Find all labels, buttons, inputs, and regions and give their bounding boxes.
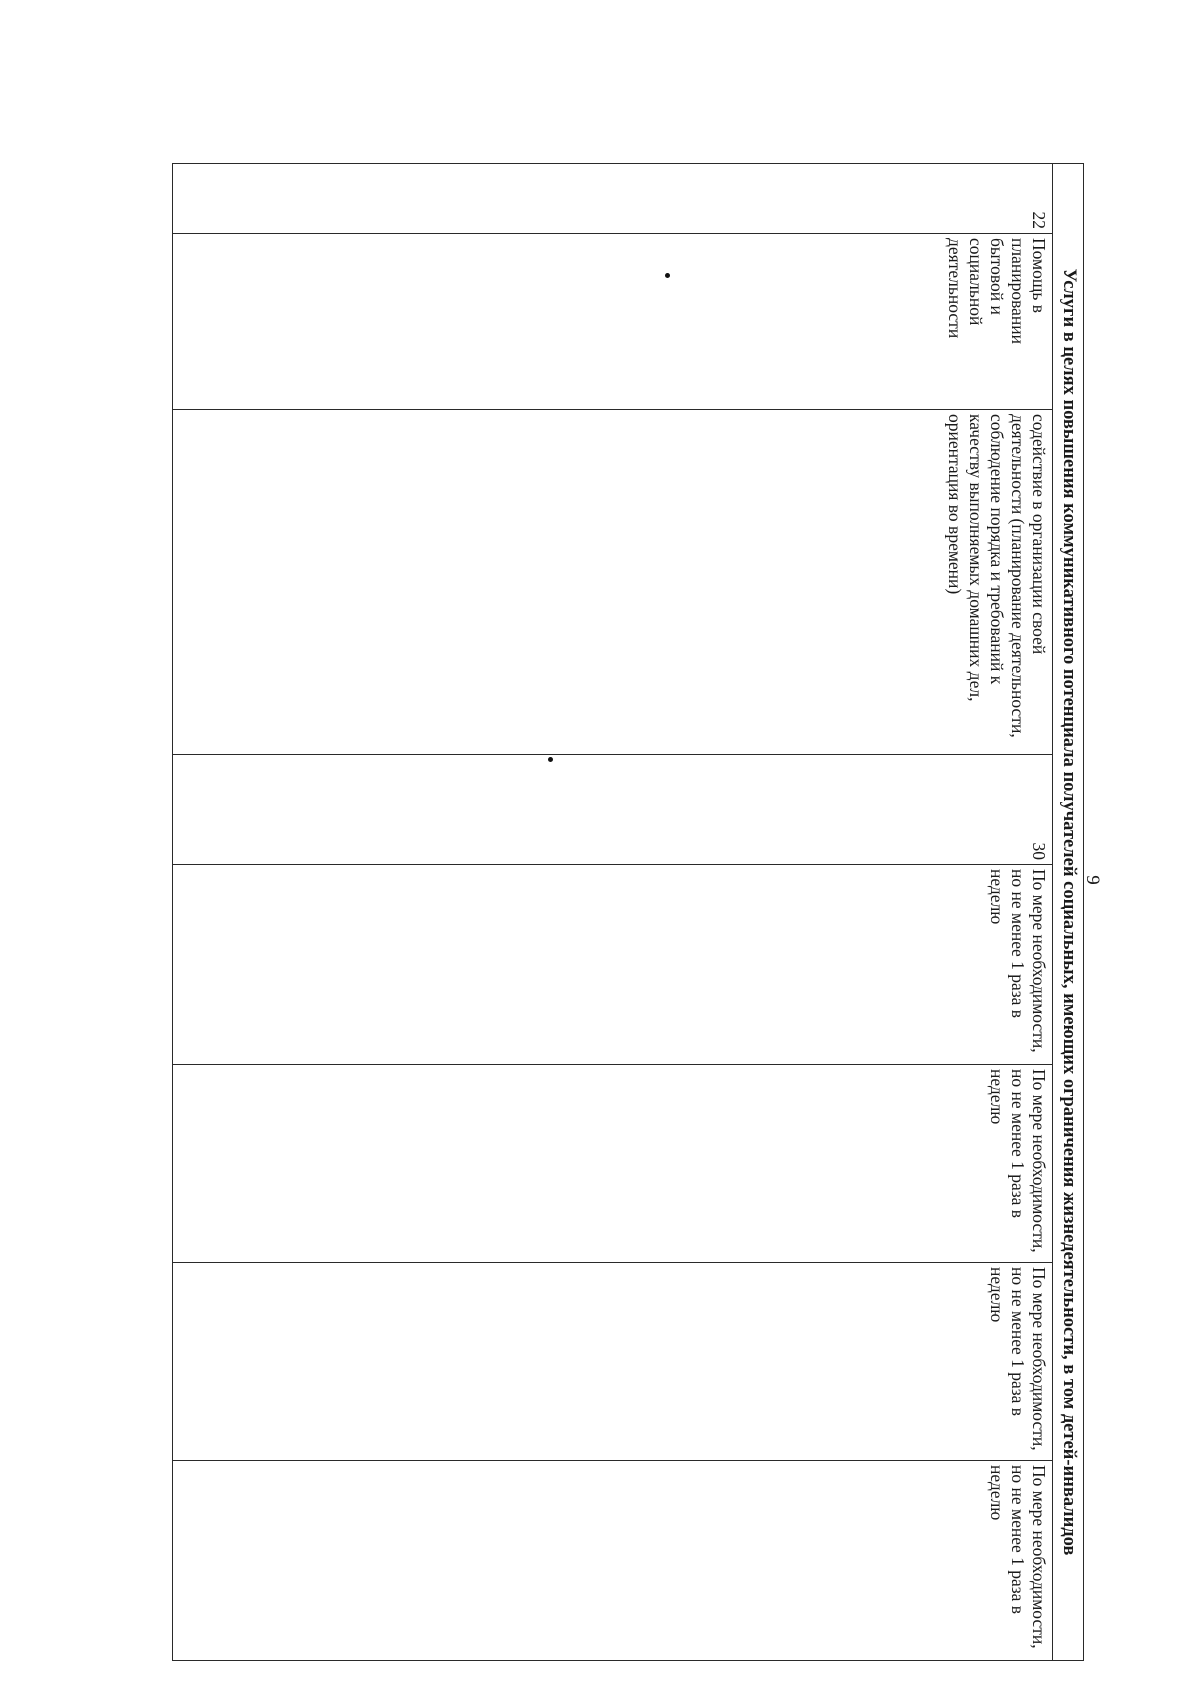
table-row <box>173 164 1053 1661</box>
row-number: 22 <box>173 164 1053 234</box>
service-description: содействие в организации своей деятельности (планирование деятельности, соблюдение порядка и требований к качеству выполняемых домашних дел, ориентация во времени) <box>173 410 1053 755</box>
service-time: 30 <box>173 755 1053 865</box>
services-table-rotated <box>172 163 1084 1660</box>
frequency-cell: По мере необходимости, но не менее 1 раза в неделю <box>173 1461 1053 1661</box>
frequency-cell: По мере необходимости, но не менее 1 раза в неделю <box>173 1263 1053 1461</box>
frequency-cell: По мере необходимости, но не менее 1 раза в неделю <box>173 1065 1053 1263</box>
section-title: Услуги в целях повышения коммуникативного потенциала получателей социальных, имеющих ограничения жизнедеятельности, в том детей-инвалидов <box>1053 164 1084 1661</box>
section-title-row <box>1053 164 1084 1661</box>
services-table <box>172 163 1084 1661</box>
frequency-cell: По мере необходимости, но не менее 1 раза в неделю <box>173 865 1053 1065</box>
service-name: Помощь в планировании бытовой и социальной деятельности <box>173 234 1053 410</box>
page-number: 9 <box>1082 875 1103 885</box>
